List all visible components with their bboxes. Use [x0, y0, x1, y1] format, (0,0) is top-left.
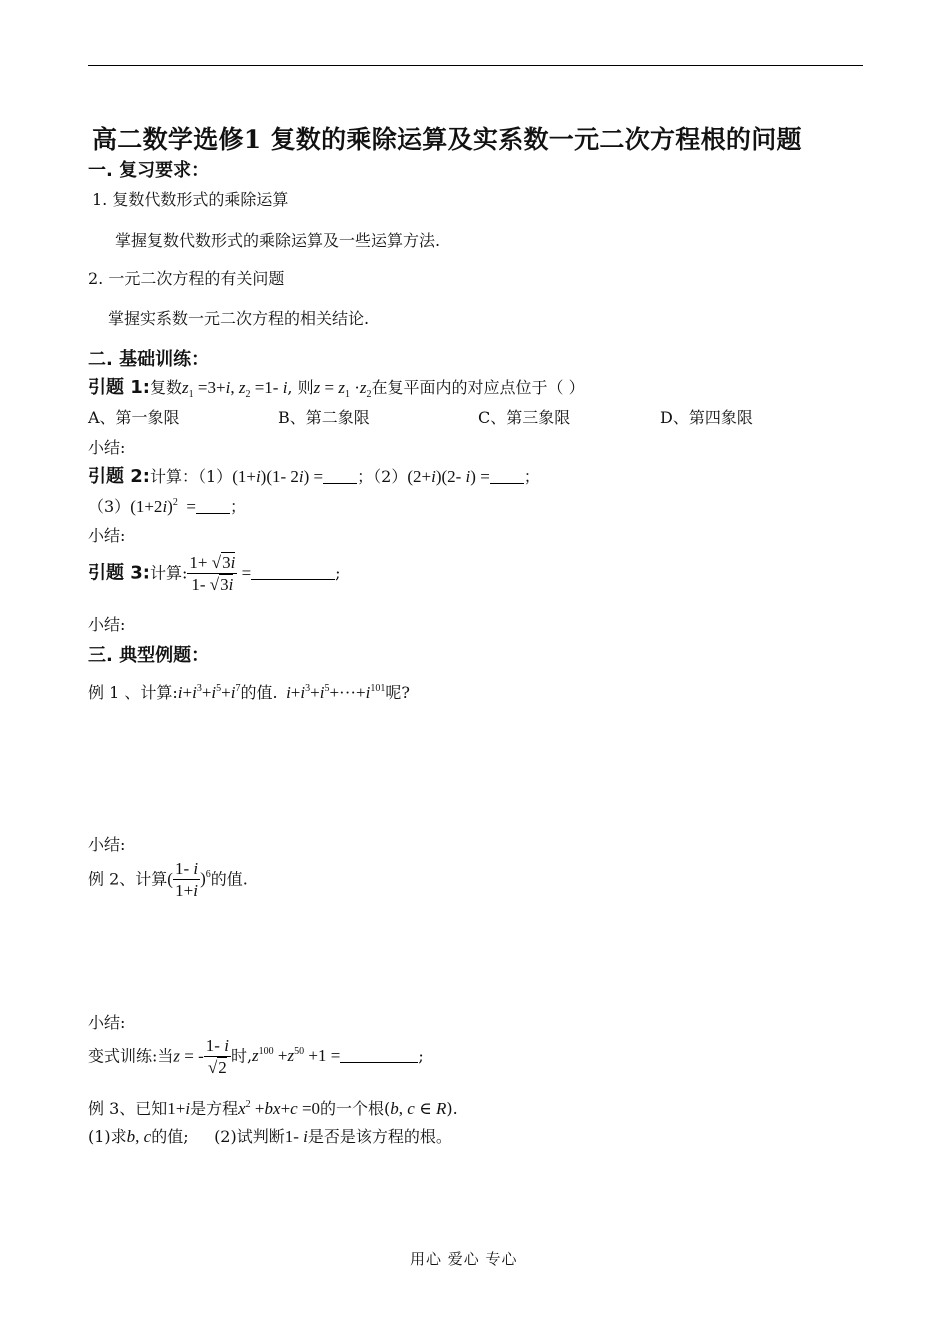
question-3: 引题 3:计算: $\frac{1+ √3i}{1- √3i}$ = ; — [88, 553, 341, 595]
option-c: C、第三象限 — [478, 408, 571, 427]
summary-label: 小结: — [88, 1013, 126, 1032]
question-1-formula-b: $z = z_1 \cdot z_2$ — [313, 378, 372, 400]
question-2-formula-3: $(1+2i)^2$ = — [130, 497, 196, 516]
example-2-fraction: $\frac{1- i}{1+i}$ — [174, 859, 199, 901]
review-item-2-desc: 掌握实系数一元二次方程的相关结论. — [108, 309, 370, 328]
example-1-formula-a: $i+i^3+i^5+i^7$ — [177, 683, 241, 702]
option-d: D、第四象限 — [660, 408, 753, 427]
option-b: B、第二象限 — [278, 408, 370, 427]
section-3-heading: 三. 典型例题： — [88, 645, 210, 666]
question-1-formula-a: $z_1 =3+i$, $z_2 =1-$ i — [182, 378, 288, 400]
review-item-1: 1. 复数代数形式的乘除运算 — [92, 190, 289, 209]
question-2: 引题 2:计算：（1）(1+i)(1- 2i) = ；（2）(2+i)(2- i) = ； — [88, 466, 540, 487]
example-3-questions: (1)求b, c的值; (2)试判断1- i是否是该方程的根。 — [88, 1127, 452, 1146]
page-footer: 用心 爱心 专心 — [410, 1250, 518, 1268]
summary-label: 小结: — [88, 438, 126, 457]
variant-exercise: 变式训练:当z = - $\frac{1- i}{√2}$ 时$,z^{100} +z^{50} +1$ = ; — [88, 1036, 424, 1078]
question-2-formula-2: (2+i)(2- i) = — [407, 467, 490, 486]
question-1-label: 引题 1: — [88, 377, 150, 398]
example-1-formula-b: $i+i^3+i^5+\cdot\cdot\cdot+i^{101}$ — [286, 683, 386, 702]
question-3-label: 引题 3: — [88, 562, 150, 584]
review-item-1-desc: 掌握复数代数形式的乘除运算及一些运算方法. — [115, 231, 441, 250]
question-2-formula-1: (1+i)(1- 2i) = — [232, 467, 324, 486]
option-a: A、第一象限 — [88, 408, 180, 427]
example-2: 例 2、计算( $\frac{1- i}{1+i}$ )$^6$的值. — [88, 859, 248, 901]
question-2-label: 引题 2: — [88, 466, 150, 487]
page-title: 高二数学选修1 复数的乘除运算及实系数一元二次方程根的问题 — [92, 125, 802, 154]
header-rule — [88, 65, 863, 66]
review-item-2: 2. 一元二次方程的有关问题 — [88, 269, 285, 288]
question-3-fraction: $\frac{1+ √3i}{1- √3i}$ — [189, 553, 236, 595]
question-1: 引题 1:复数$z_1 =3+i$, $z_2 =1-$ i, 则$z = z_1 \cdot z_2$在复平面内的对应点位于（ ） — [88, 377, 585, 400]
summary-label: 小结: — [88, 615, 126, 634]
summary-label: 小结: — [88, 526, 126, 545]
variant-fraction: $\frac{1- i}{√2}$ — [205, 1036, 229, 1078]
example-3-equation: $x^2 +bx+c =0$ — [238, 1099, 321, 1118]
example-3: 例 3、已知1+i是方程$x^2 +bx+c =0$的一个根(b, c ∈ R). — [88, 1099, 458, 1118]
example-1: 例 1 、计算$:i+i^3+i^5+i^7$的值. $i+i^3+i^5+\cdot\cdot\cdot+i^{101}$呢? — [88, 683, 410, 702]
summary-label: 小结: — [88, 835, 126, 854]
question-2-part-3: $(3)(1+2i)^2$ = ； — [88, 497, 246, 516]
variant-formula: $z^{100} +z^{50} +1$ = — [252, 1046, 341, 1066]
section-2-heading: 二. 基础训练： — [88, 349, 210, 370]
section-1-heading: 一. 复习要求： — [88, 160, 210, 181]
